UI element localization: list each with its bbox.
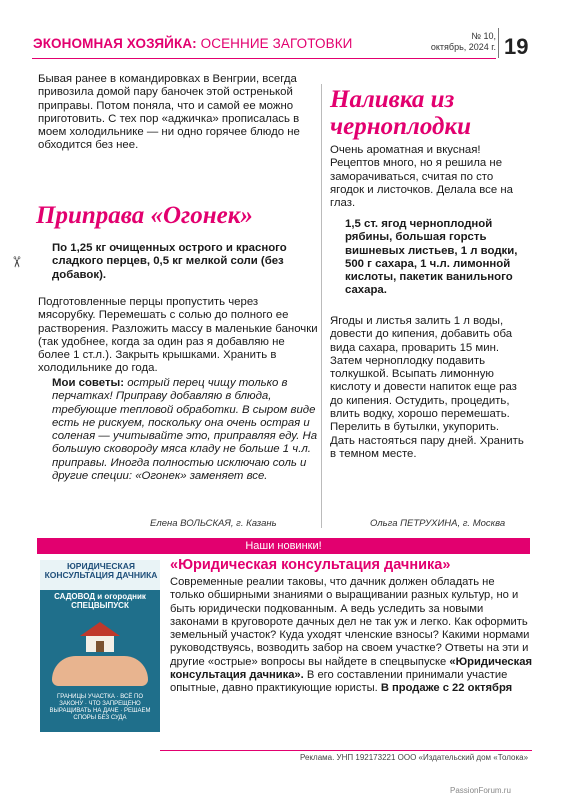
tips-text: острый перец чищу только в перчатках! Приправу добавляю в блюда, требующие тепловой обработки. В сыром виде есть не рискуем, поскольку она очень острая и соленая — учитывайте это, приправляя еду. На большую сковороду мяса кладу не больше 1 ч.л. приправы. Иногда полностью исключаю соль и другие специи: «Огонек» заменяет все.: [52, 377, 318, 483]
house-icon: [78, 620, 122, 654]
page-divider: [498, 28, 499, 58]
promo-footnote: Реклама. УНП 192173221 ООО «Издательский дом «Толока»: [300, 753, 529, 762]
article2-author: Ольга ПЕТРУХИНА, г. Москва: [370, 518, 506, 529]
page-header: [0, 0, 568, 62]
article1-method: Подготовленные перцы пропустить через мясорубку. Перемешать с солью до полного ее растворения. Разложить массу в маленькие баночки (так удобнее, когда за один раз я добавляю не более 1 ст.л.). Закрыть крышками. Хранить в холодильнике до года.: [38, 296, 318, 375]
issue-date: октябрь, 2024 г.: [430, 41, 496, 52]
promo-title: «Юридическая консультация дачника»: [170, 557, 451, 573]
book-cover-bullets: ГРАНИЦЫ УЧАСТКА · ВСЁ ПО ЗАКОНУ · ЧТО ЗАПРЕЩЕНО ВЫРАЩИВАТЬ НА ДАЧЕ · РЕШАЕМ СПОРЫ БЕЗ СУДА: [49, 694, 151, 721]
column-separator: [321, 84, 322, 528]
header-rule: [32, 58, 496, 59]
promo-text: Современные реалии таковы, что дачник должен обладать не только обширными знаниями о выращивании разных культур, но и быть юридически подкованным. А ведь уследить за новыми законами в круговороте дачных дел не так уж и легко. Как оформить земельный участок? Куда уходят членские взносы? Какими нормами руководствуясь, возводить забор на своем участке? Ответы на эти и другие «острые» вопросы вы найдете в спецвыпуске «Юридическая консультация дачника». В его составлении принимали участие опытные, давно практикующие юристы. В продаже с 22 октября: [170, 576, 532, 695]
issue-number: № 10,: [471, 31, 496, 41]
article1-ingredients: По 1,25 кг очищенных острого и красного сладкого перцев, 0,5 кг мелкой соли (без добавок).: [52, 242, 287, 281]
article1-author: Елена ВОЛЬСКАЯ, г. Казань: [150, 518, 277, 529]
book-cover: [40, 560, 160, 732]
section-title: ЭКОНОМНАЯ ХОЗЯЙКА: ОСЕННИЕ ЗАГОТОВКИ: [33, 36, 353, 51]
subsection-title: ОСЕННИЕ ЗАГОТОВКИ: [200, 36, 353, 51]
article2-intro: Очень ароматная и вкусная! Рецептов много, но я решила не заморачиваться, считая по сто ягодок и листочков. Делала все на глаз.: [330, 144, 513, 210]
article1-intro: Бывая ранее в командировках в Венгрии, всегда привозила домой пару баночек этой остренькой приправы. Потом поняла, что и самой ее можно приготовить. С тех пор «аджичка» прописалась в моем холодильнике — ни одно горячее блюдо не обходится без нее.: [38, 73, 300, 152]
page-number: 19: [504, 34, 529, 59]
promo-sale-date: В продаже с 22 октября: [380, 682, 513, 695]
issue-info: [431, 31, 496, 52]
watermark: PassionForum.ru: [450, 786, 511, 795]
hands-image: [52, 656, 148, 686]
article1-tips: [52, 377, 320, 483]
promo-rule: [160, 750, 532, 751]
promo-book-name: «Юридическая консультация дачника».: [170, 655, 532, 682]
tips-lead: Мои советы:: [52, 377, 125, 389]
scissors-icon: ✂: [7, 255, 25, 269]
news-banner: [37, 538, 530, 554]
article2-title: Наливка из черноплодки: [330, 86, 471, 140]
book-title: ЮРИДИЧЕСКАЯ КОНСУЛЬТАЦИЯ ДАЧНИКА: [44, 561, 158, 580]
article2-ingredients: 1,5 ст. ягод черноплодной рябины, большая горсть вишневых листьев, 1 л водки, 500 г сахара, 1 ч.л. лимонной кислоты, пакетик ванильного сахара.: [345, 218, 518, 297]
article2-method: Ягоды и листья залить 1 л воды, довести до кипения, добавить оба вида сахара, проварить 15 мин. Затем черноплодку подавить толкушкой. Всыпать лимонную кислоту и довести напиток еще раз до кипения. Остудить, процедить, влить водку, хорошо перемешать. Перелить в бутылки, укупорить. Дать настояться пару дней. Хранить в темном месте.: [330, 315, 524, 460]
news-label: Наши новинки!: [245, 540, 322, 552]
book-subtitle: САДОВОД и огородник СПЕЦВЫПУСК: [54, 592, 146, 610]
article1-title: Приправа «Огонек»: [36, 202, 253, 229]
